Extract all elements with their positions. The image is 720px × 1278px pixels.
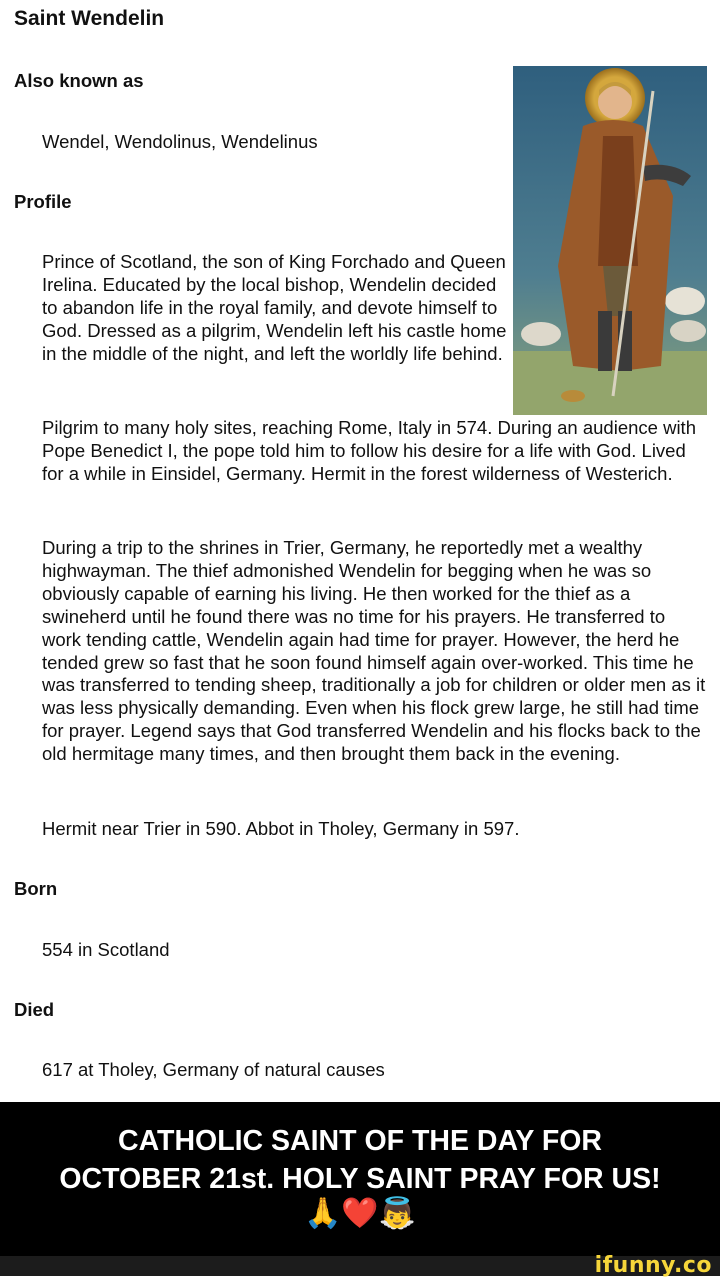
heading-also-known-as: Also known as — [14, 70, 144, 91]
profile-paragraph-3: During a trip to the shrines in Trier, Germany, he reportedly met a wealthy highwayman. The thief admonished Wendelin for begging when he was so obviously capable of earning his living. He then worked for the thief as a swineherd until he found there was no time for his prayers. He transferred to work tending cattle, Wendelin again had time for prayer. However, the herd he tended grew so fast that he soon found himself again over-worked. This time he was transferred to tending sheep, traditionally a job for children or older men as it was less physically demanding. Even when his flock grew large, he still had time for prayer. Legend says that God transferred Wendelin and his flocks back to the old hermitage many times, and then brought them back in the evening. — [42, 537, 706, 765]
heading-profile: Profile — [14, 191, 72, 212]
caption-line-2: OCTOBER 21st. HOLY SAINT PRAY FOR US! — [59, 1163, 661, 1195]
heading-born: Born — [14, 878, 58, 899]
caption-emojis: 🙏❤️👼 — [303, 1197, 417, 1230]
also-known-as-text: Wendel, Wendolinus, Wendelinus — [42, 131, 318, 152]
heading-died: Died — [14, 999, 55, 1020]
caption-banner — [0, 1102, 720, 1276]
saint-portrait — [513, 66, 707, 415]
profile-paragraph-2: Pilgrim to many holy sites, reaching Rome, Italy in 574. During an audience with Pope Benedict I, the pope told him to follow his desire for a life with God. Lived for a while in Einsidel, Germany. Hermit in the forest wilderness of Westerich. — [42, 417, 696, 484]
watermark-logo: ifunny.co — [594, 1253, 712, 1278]
profile-paragraph-4: Hermit near Trier in 590. Abbot in Tholey, Germany in 597. — [42, 818, 520, 839]
profile-paragraph-1: Prince of Scotland, the son of King Forchado and Queen Irelina. Educated by the local bishop, Wendelin decided to abandon life in the royal family, and devote himself to God. Dressed as a pilgrim, Wendelin left his castle home in the middle of the night, and left the worldly life behind. — [42, 251, 507, 364]
caption-line-1: CATHOLIC SAINT OF THE DAY FOR — [118, 1125, 602, 1157]
caption-text — [0, 1122, 720, 1198]
died-text: 617 at Tholey, Germany of natural causes — [42, 1059, 385, 1080]
born-text: 554 in Scotland — [42, 939, 170, 960]
page-title: Saint Wendelin — [14, 7, 165, 30]
